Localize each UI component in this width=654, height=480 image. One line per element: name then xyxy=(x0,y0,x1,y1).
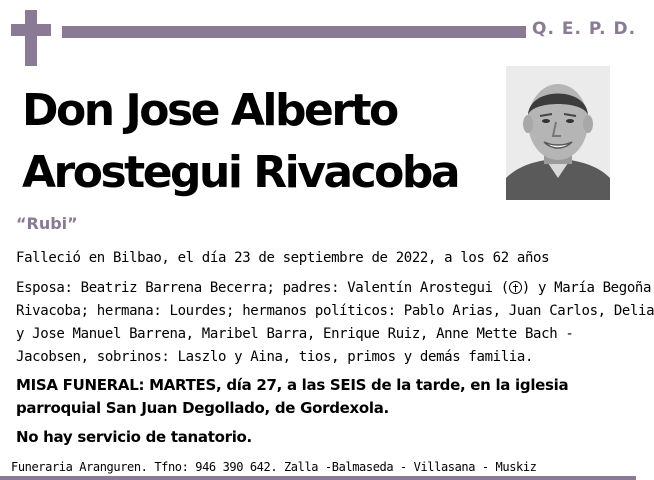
mass-line: MISA FUNERAL: MARTES, día 27, a las SEIS de la tarde, en la iglesia xyxy=(16,376,569,394)
mass-line: parroquial San Juan Degollado, de Gordexola. xyxy=(16,399,389,417)
deceased-name-line1: Don Jose Alberto xyxy=(22,85,397,136)
cross-icon xyxy=(11,10,51,66)
cross-circle-icon xyxy=(509,281,522,294)
family-line: Rivacoba; hermana: Lourdes; hermanos políticos: Pablo Arias, Juan Carlos, Delia xyxy=(16,303,654,319)
portrait-image xyxy=(506,66,610,200)
deceased-nickname: “Rubi” xyxy=(16,214,78,233)
family-list xyxy=(16,277,654,369)
family-line: Esposa: Beatriz Barrena Becerra; padres: Valentín Arostegui ( ) y María Begoña xyxy=(16,280,652,296)
header-rule xyxy=(62,26,526,38)
family-line: Jacobsen, sobrinos: Laszlo y Aina, tios, primos y demás familia. xyxy=(16,349,534,365)
family-line: y Jose Manuel Barrena, Maribel Barra, Enrique Ruiz, Anne Mette Bach - xyxy=(16,326,574,342)
bottom-rule xyxy=(0,476,636,480)
funeral-home-footer: Funeraria Aranguren. Tfno: 946 390 642. Zalla -Balmaseda - Villasana - Muskiz xyxy=(11,460,537,474)
wake-notice: No hay servicio de tanatorio. xyxy=(16,428,252,446)
deceased-name-line2: Arostegui Rivacoba xyxy=(22,147,459,198)
death-notice: Falleció en Bilbao, el día 23 de septiembre de 2022, a los 62 años xyxy=(16,250,550,266)
deceased-photo xyxy=(506,66,610,200)
deceased-name xyxy=(22,80,492,204)
qepd-label: Q. E. P. D. xyxy=(532,19,637,39)
funeral-mass-notice xyxy=(16,374,622,420)
